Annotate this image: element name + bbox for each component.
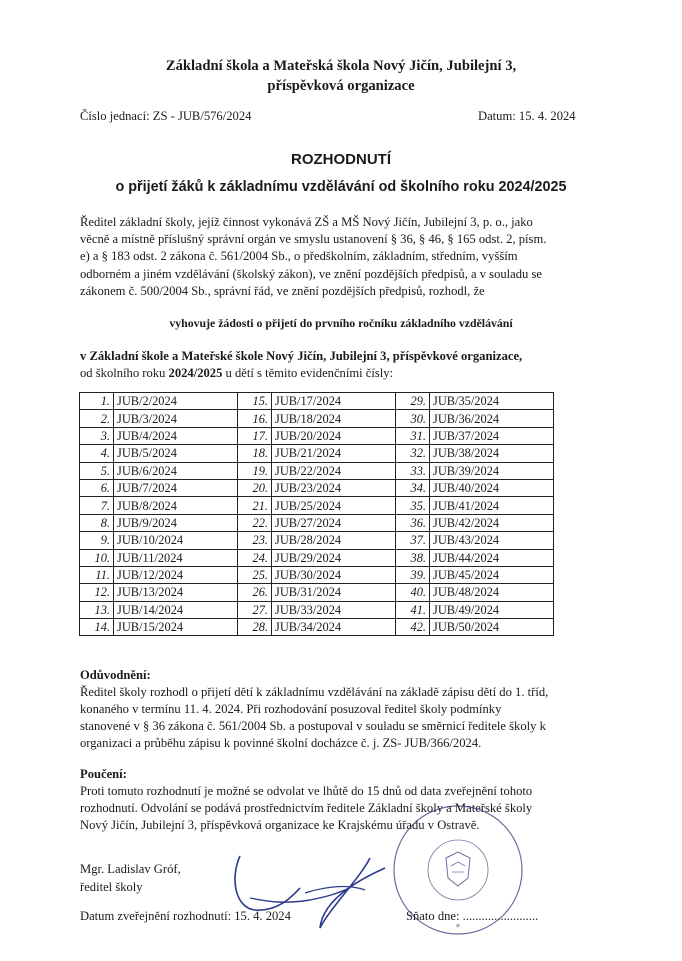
row-number: 17.	[238, 427, 272, 444]
registration-number: JUB/31/2024	[272, 584, 396, 601]
document-title: ROZHODNUTÍ	[291, 151, 391, 168]
row-number: 39.	[396, 566, 430, 583]
registration-number: JUB/43/2024	[430, 532, 554, 549]
school-header-line1: Základní škola a Mateřská škola Nový Jičín, Jubilejní 3,	[165, 58, 517, 74]
signature-stroke	[305, 887, 365, 893]
registration-number: JUB/21/2024	[272, 445, 396, 462]
document-date: Datum: 15. 4. 2024	[478, 109, 576, 123]
registration-number: JUB/11/2024	[114, 549, 238, 566]
school-header-line2: příspěvková organizace	[267, 78, 415, 94]
registration-number: JUB/36/2024	[430, 410, 554, 427]
publication-date: Datum zveřejnění rozhodnutí: 15. 4. 2024	[80, 909, 291, 923]
row-number: 40.	[396, 584, 430, 601]
row-number: 41.	[396, 601, 430, 618]
registration-number: JUB/17/2024	[272, 393, 396, 410]
row-number: 9.	[80, 532, 114, 549]
school-year-suffix: u dětí s těmito evidenčními čísly:	[222, 366, 394, 380]
justification-line: Ředitel školy rozhodl o přijetí dětí k základnímu vzdělávání na základě zápisu dětí do 1. tříd,	[80, 685, 549, 699]
registration-number: JUB/14/2024	[114, 601, 238, 618]
intro-paragraph	[80, 214, 578, 300]
registration-number: JUB/5/2024	[114, 445, 238, 462]
row-number: 23.	[238, 532, 272, 549]
registration-number: JUB/23/2024	[272, 479, 396, 496]
table-row	[80, 619, 554, 636]
row-number: 8.	[80, 514, 114, 531]
row-number: 28.	[238, 619, 272, 636]
row-number: 25.	[238, 566, 272, 583]
school-year: 2024/2025	[168, 366, 223, 380]
row-number: 26.	[238, 584, 272, 601]
row-number: 32.	[396, 445, 430, 462]
document-subtitle: o přijetí žáků k základnímu vzdělávání od školního roku 2024/2025	[115, 179, 567, 195]
table-row	[80, 497, 554, 514]
registration-number: JUB/50/2024	[430, 619, 554, 636]
row-number: 35.	[396, 497, 430, 514]
row-number: 7.	[80, 497, 114, 514]
registration-number: JUB/6/2024	[114, 462, 238, 479]
applicants-table	[79, 392, 554, 636]
registration-number: JUB/42/2024	[430, 514, 554, 531]
signer-name: Mgr. Ladislav Gróf,	[80, 862, 181, 876]
stamp-star: *	[455, 923, 461, 933]
row-number: 16.	[238, 410, 272, 427]
signer-role: ředitel školy	[80, 880, 143, 894]
registration-number: JUB/25/2024	[272, 497, 396, 514]
school-name-line: v Základní škole a Mateřské škole Nový Jičín, Jubilejní 3, příspěvkové organizace,	[80, 349, 523, 363]
row-number: 36.	[396, 514, 430, 531]
registration-number: JUB/44/2024	[430, 549, 554, 566]
school-year-line	[80, 365, 578, 382]
table-row	[80, 393, 554, 410]
registration-number: JUB/30/2024	[272, 566, 396, 583]
instruction-line: Nový Jičín, Jubilejní 3, příspěvková organizace ke Krajskému úřadu v Ostravě.	[80, 818, 480, 832]
row-number: 29.	[396, 393, 430, 410]
intro-line: zákonem č. 500/2004 Sb., správní řád, ve znění pozdějších předpisů, rozhodl, že	[80, 283, 485, 298]
table-row	[80, 514, 554, 531]
registration-number: JUB/12/2024	[114, 566, 238, 583]
registration-number: JUB/33/2024	[272, 601, 396, 618]
intro-line: odborném a jiném vzdělávání (školský zákon), ve znění pozdějších předpisů, a v souladu se	[80, 266, 542, 281]
removal-date: Sňato dne: ........................	[406, 909, 539, 923]
registration-number: JUB/4/2024	[114, 427, 238, 444]
stamp-emblem-icon	[446, 852, 470, 886]
row-number: 5.	[80, 462, 114, 479]
stamp-inner-ring	[428, 840, 488, 900]
stamp-emblem-detail	[451, 862, 465, 872]
row-number: 21.	[238, 497, 272, 514]
table-row	[80, 410, 554, 427]
table-row	[80, 566, 554, 583]
justification-line: stanovené v § 36 zákona č. 561/2004 Sb. a postupoval v souladu se směrnicí ředitele školy k	[80, 719, 546, 733]
row-number: 13.	[80, 601, 114, 618]
registration-number: JUB/2/2024	[114, 393, 238, 410]
row-number: 30.	[396, 410, 430, 427]
registration-number: JUB/18/2024	[272, 410, 396, 427]
registration-number: JUB/37/2024	[430, 427, 554, 444]
justification-line: konaného v termínu 11. 4. 2024. Při rozhodování posuzoval ředitel školy podmínky	[80, 702, 502, 716]
registration-number: JUB/13/2024	[114, 584, 238, 601]
signer-block	[80, 860, 181, 896]
row-number: 10.	[80, 549, 114, 566]
instruction-line: rozhodnutí. Odvolání se podává prostřednictvím ředitele Základní školy a Mateřské školy	[80, 801, 533, 815]
table-row	[80, 584, 554, 601]
table-row	[80, 601, 554, 618]
registration-number: JUB/7/2024	[114, 479, 238, 496]
instruction-label: Poučení:	[80, 767, 127, 781]
registration-number: JUB/41/2024	[430, 497, 554, 514]
row-number: 14.	[80, 619, 114, 636]
registration-number: JUB/45/2024	[430, 566, 554, 583]
school-year-prefix: od školního roku	[80, 366, 169, 380]
registration-number: JUB/10/2024	[114, 532, 238, 549]
intro-line: e) a § 183 odst. 2 zákona č. 561/2004 Sb., o předškolním, základním, středním, vyšším	[80, 249, 518, 264]
row-number: 20.	[238, 479, 272, 496]
registration-number: JUB/34/2024	[272, 619, 396, 636]
row-number: 22.	[238, 514, 272, 531]
row-number: 37.	[396, 532, 430, 549]
school-header	[0, 56, 682, 96]
row-number: 27.	[238, 601, 272, 618]
registration-number: JUB/15/2024	[114, 619, 238, 636]
justification-label: Odůvodnění:	[80, 668, 151, 682]
row-number: 19.	[238, 462, 272, 479]
row-number: 12.	[80, 584, 114, 601]
registration-number: JUB/9/2024	[114, 514, 238, 531]
table-row	[80, 445, 554, 462]
justification-section	[80, 667, 578, 752]
registration-number: JUB/49/2024	[430, 601, 554, 618]
registration-number: JUB/8/2024	[114, 497, 238, 514]
instruction-line: Proti tomuto rozhodnutí je možné se odvolat ve lhůtě do 15 dnů od data zveřejnění tohoto	[80, 784, 533, 798]
row-number: 11.	[80, 566, 114, 583]
row-number: 6.	[80, 479, 114, 496]
row-number: 2.	[80, 410, 114, 427]
row-number: 4.	[80, 445, 114, 462]
row-number: 38.	[396, 549, 430, 566]
table-row	[80, 427, 554, 444]
table-row	[80, 462, 554, 479]
school-statement	[80, 348, 578, 382]
intro-line: věcně a místně příslušný správní orgán ve smyslu ustanovení § 36, § 46, § 165 odst. 2, písm.	[80, 232, 547, 247]
table-row	[80, 479, 554, 496]
registration-number: JUB/40/2024	[430, 479, 554, 496]
row-number: 15.	[238, 393, 272, 410]
intro-line: Ředitel základní školy, jejíž činnost vykonává ZŠ a MŠ Nový Jičín, Jubilejní 3, p. o., jako	[80, 215, 533, 229]
registration-number: JUB/3/2024	[114, 410, 238, 427]
table-row	[80, 549, 554, 566]
row-number: 42.	[396, 619, 430, 636]
table-row	[80, 532, 554, 549]
registration-number: JUB/27/2024	[272, 514, 396, 531]
registration-number: JUB/38/2024	[430, 445, 554, 462]
row-number: 31.	[396, 427, 430, 444]
row-number: 1.	[80, 393, 114, 410]
registration-number: JUB/20/2024	[272, 427, 396, 444]
row-number: 33.	[396, 462, 430, 479]
row-number: 18.	[238, 445, 272, 462]
row-number: 34.	[396, 479, 430, 496]
registration-number: JUB/39/2024	[430, 462, 554, 479]
registration-number: JUB/29/2024	[272, 549, 396, 566]
registration-number: JUB/22/2024	[272, 462, 396, 479]
registration-number: JUB/48/2024	[430, 584, 554, 601]
row-number: 24.	[238, 549, 272, 566]
row-number: 3.	[80, 427, 114, 444]
reference-number: Číslo jednací: ZS - JUB/576/2024	[80, 109, 252, 123]
justification-line: organizaci a průběhu zápisu k povinné školní docházce č. j. ZS- JUB/366/2024.	[80, 736, 482, 750]
registration-number: JUB/28/2024	[272, 532, 396, 549]
registration-number: JUB/35/2024	[430, 393, 554, 410]
signature-stroke	[320, 858, 385, 928]
decision-statement: vyhovuje žádosti o přijetí do prvního ročníku základního vzdělávání	[169, 316, 513, 330]
